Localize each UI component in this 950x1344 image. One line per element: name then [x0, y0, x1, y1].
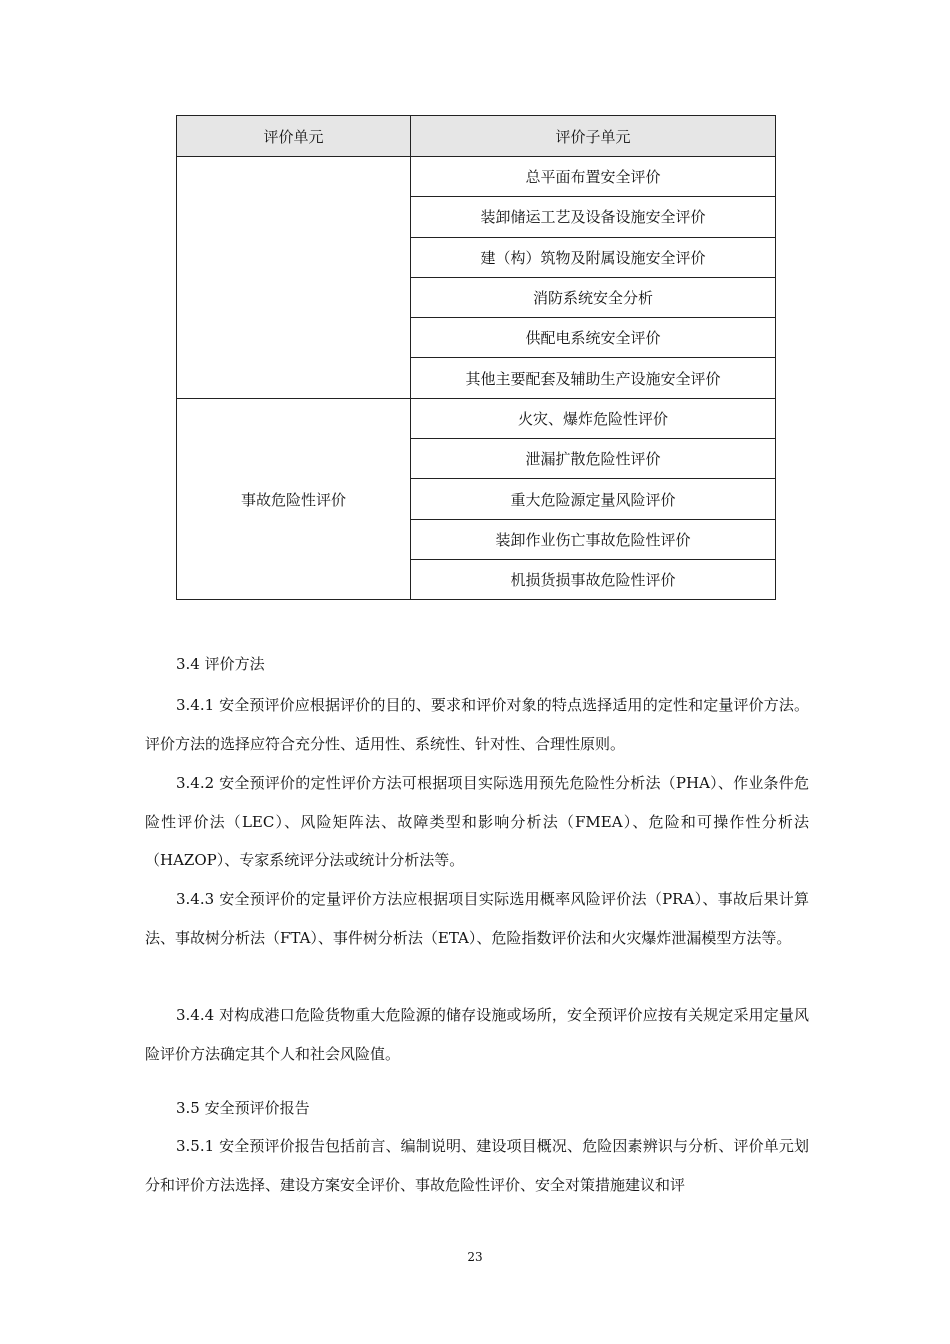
page-number: 23 [467, 1250, 483, 1264]
paragraph-3-4-4: 3.4.4 对构成港口危险货物重大危险源的储存设施或场所，安全预评价应按有关规定采用定量风险评价方法确定其个人和社会风险值。 [145, 1006, 809, 1063]
table-row [177, 157, 776, 197]
unit-cell-group1 [177, 157, 411, 399]
paragraph-3-4-1: 3.4.1 安全预评价应根据评价的目的、要求和评价对象的特点选择适用的定性和定量评价方法。评价方法的选择应符合充分性、适用性、系统性、针对性、合理性原则。 [145, 696, 809, 753]
subunit-cell: 泄漏扩散危险性评价 [411, 439, 776, 479]
subunit-cell: 机损货损事故危险性评价 [411, 559, 776, 599]
table-row [177, 398, 776, 438]
table-header-row [177, 116, 776, 157]
paragraph-3-5-1: 3.5.1 安全预评价报告包括前言、编制说明、建设项目概况、危险因素辨识与分析、评价单元划分和评价方法选择、建设方案安全评价、事故危险性评价、安全对策措施建议和评 [145, 1137, 809, 1194]
subunit-cell: 装卸储运工艺及设备设施安全评价 [411, 197, 776, 237]
paragraph-3-4-3: 3.4.3 安全预评价的定量评价方法应根据项目实际选用概率风险评价法（PRA）、事故后果计算法、事故树分析法（FTA）、事件树分析法（ETA）、危险指数评价法和火灾爆炸泄漏模型方法等。 [145, 890, 809, 947]
section-heading-3-4: 3.4 评价方法 [176, 655, 265, 673]
subunit-cell: 重大危险源定量风险评价 [411, 479, 776, 519]
evaluation-unit-table [176, 115, 776, 600]
subunit-cell: 建（构）筑物及附属设施安全评价 [411, 237, 776, 277]
subunit-cell: 装卸作业伤亡事故危险性评价 [411, 519, 776, 559]
subunit-cell: 总平面布置安全评价 [411, 157, 776, 197]
subunit-cell: 供配电系统安全评价 [411, 318, 776, 358]
header-subunit: 评价子单元 [411, 116, 776, 157]
section-heading-3-5: 3.5 安全预评价报告 [176, 1099, 310, 1117]
subunit-cell: 消防系统安全分析 [411, 277, 776, 317]
header-unit: 评价单元 [177, 116, 411, 157]
paragraph-3-4-2: 3.4.2 安全预评价的定性评价方法可根据项目实际选用预先危险性分析法（PHA）、作业条件危险性评价法（LEC）、风险矩阵法、故障类型和影响分析法（FMEA）、危险和可操作性分析法（HAZOP）、专家系统评分法或统计分析法等。 [145, 774, 809, 869]
subunit-cell: 其他主要配套及辅助生产设施安全评价 [411, 358, 776, 398]
subunit-cell: 火灾、爆炸危险性评价 [411, 398, 776, 438]
unit-cell-accident-risk: 事故危险性评价 [177, 398, 411, 599]
